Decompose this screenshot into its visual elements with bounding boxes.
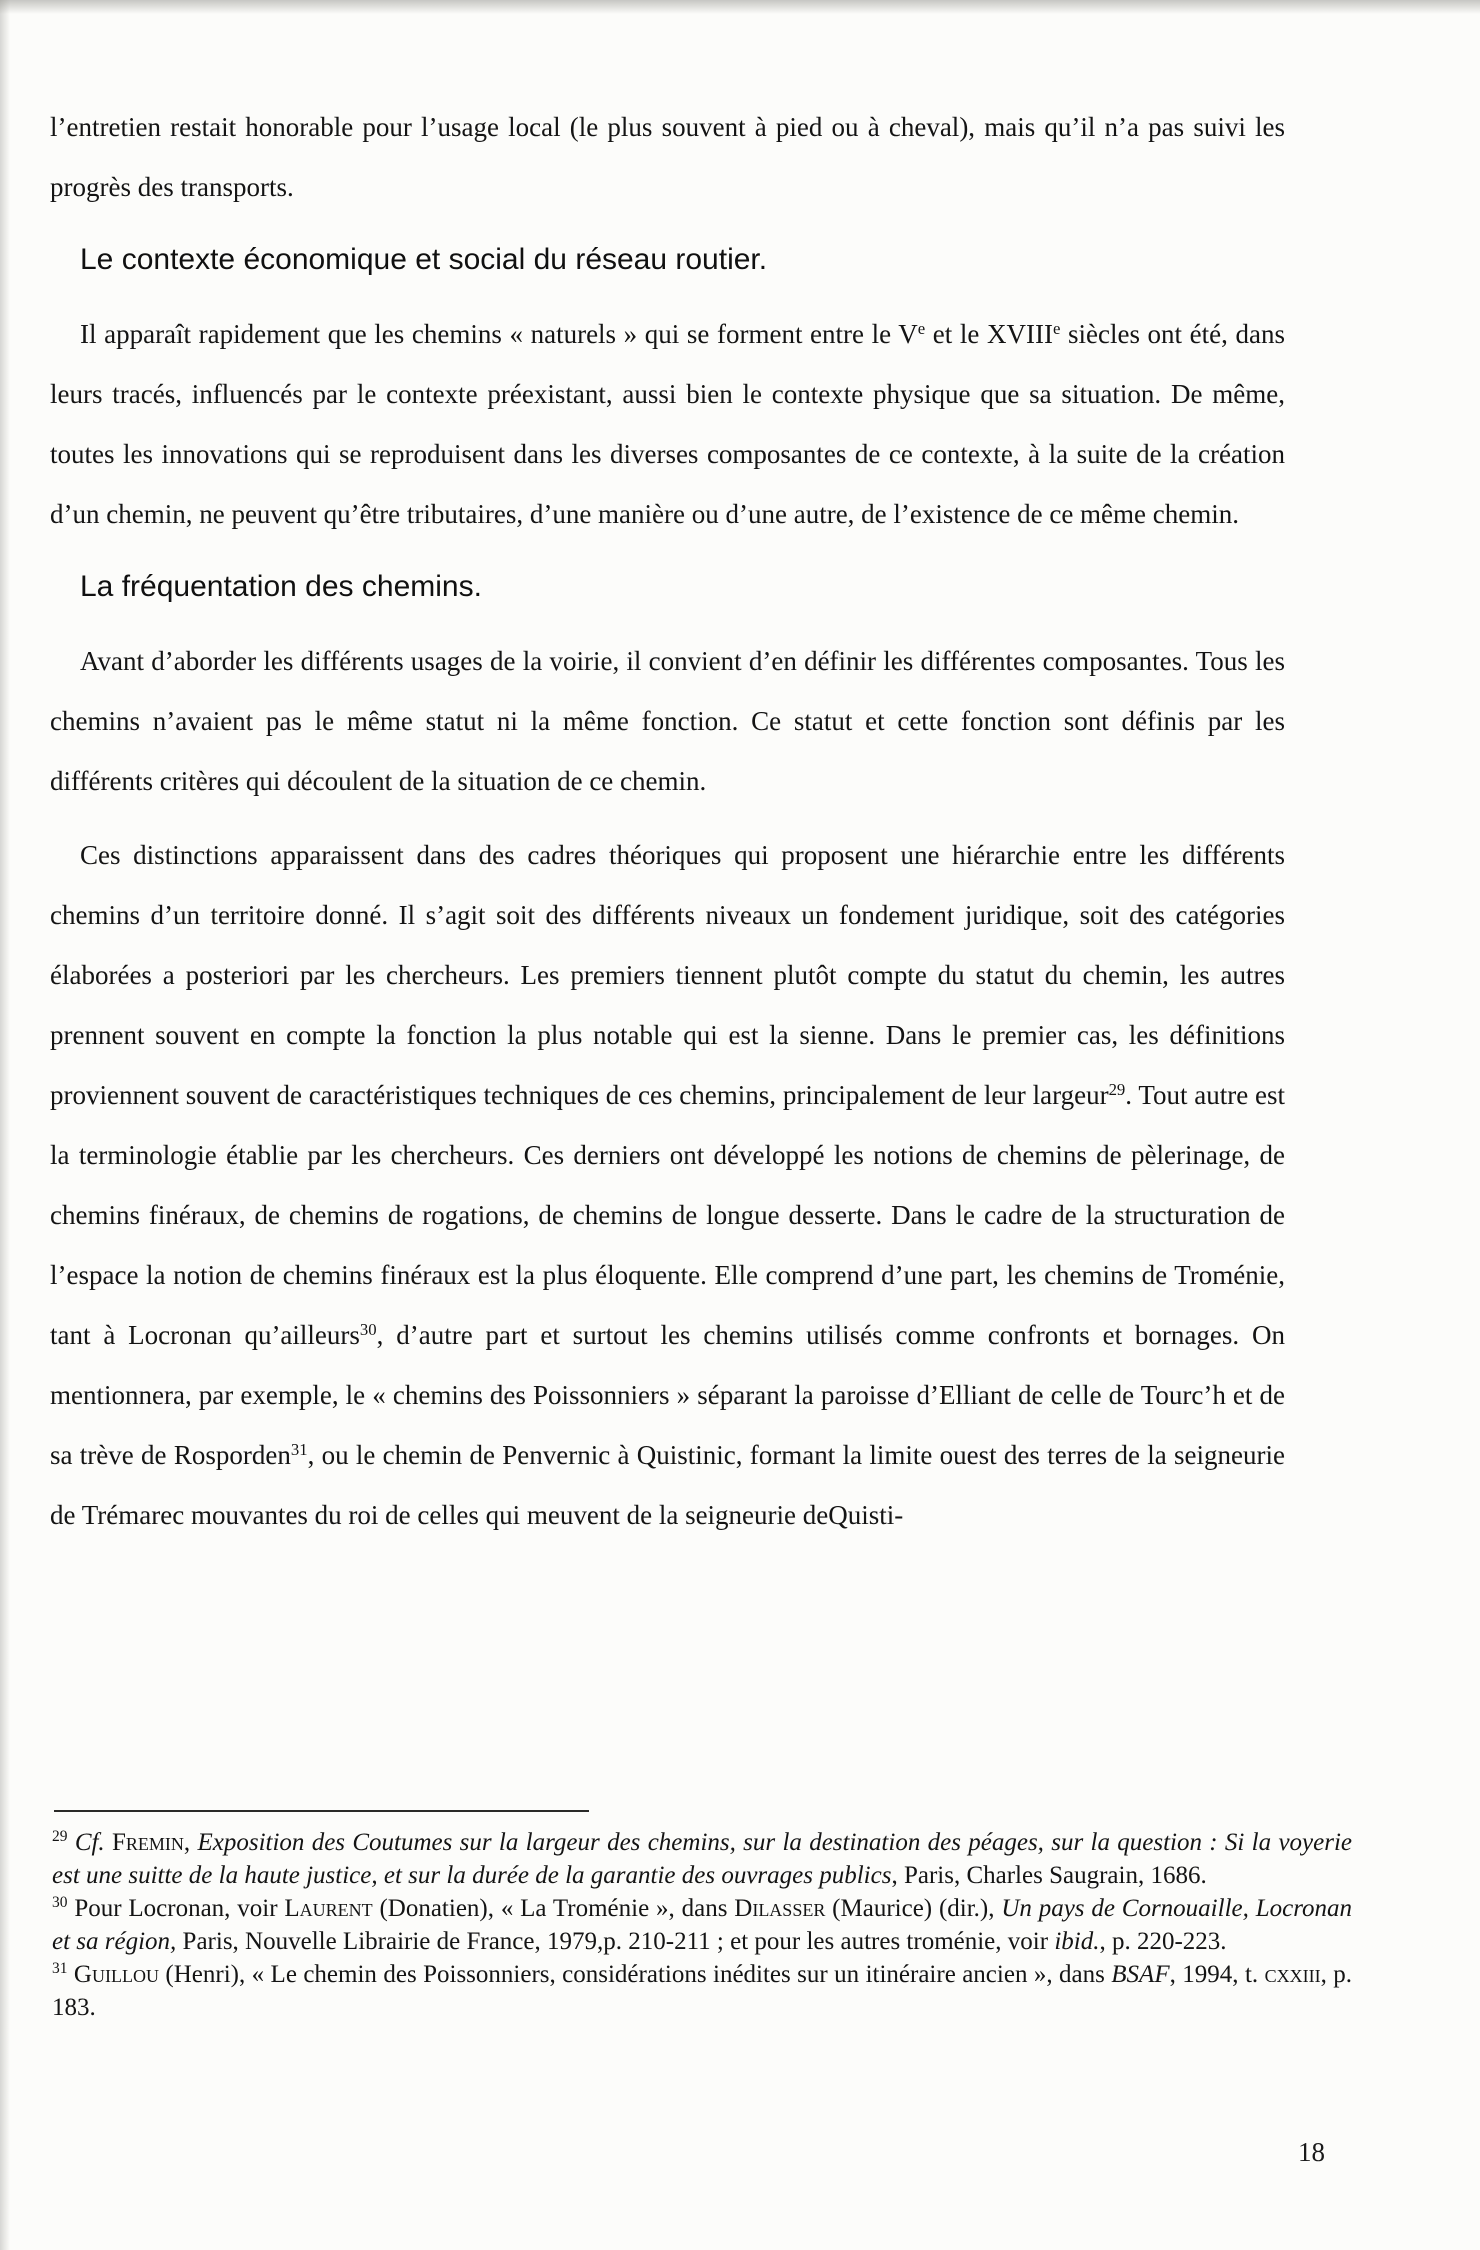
text-segment: (Donatien), « La Troménie », dans [372, 1895, 735, 1922]
text-segment: (Maurice) (dir.), [825, 1895, 1002, 1922]
text-segment: Exposition des Coutumes sur la largeur des chemins, sur la destination des péages, sur la question : Si la voyerie est une suitte de la haute justice, et sur la durée de la garantie des ouvrages publics [52, 1829, 1353, 1889]
text-segment: , d’autre part et surtout les chemins utilisés comme confronts et bornages. On mentionnera, par exemple, le « chemins des Poissonniers » séparant la paroisse d’Elliant de celle de Tourc’h et de sa trève de Rosporden [50, 1320, 1285, 1470]
text-segment: cxxiii [1264, 1961, 1321, 1988]
text-segment: ibid. [1054, 1928, 1100, 1955]
text-segment: , p. 183. [52, 1961, 1352, 2021]
text-segment: Dilasser [734, 1895, 826, 1922]
text-segment: Un pays de Cornouaille, Locronan et sa région, [52, 1895, 1352, 1955]
footnote-29-number: 29 [52, 1828, 68, 1846]
footnote-29-text [52, 1829, 1352, 1889]
footnote-divider [54, 1810, 589, 1812]
text-segment: et le XVIII [925, 319, 1053, 349]
footnote-31 [52, 1958, 1352, 2024]
footnote-31-text [52, 1961, 1352, 2021]
footnotes-section [52, 1810, 1352, 2024]
text-segment: , ou le chemin de Penvernic à Quistinic, formant la limite ouest des terres de la seigneurie de Trémarec mouvantes du roi de celles qui meuvent de la seigneurie deQuisti- [50, 1440, 1285, 1530]
heading-frequentation: La fréquentation des chemins. [80, 570, 482, 603]
text-segment: Laurent [284, 1895, 373, 1922]
text-block [50, 97, 1285, 1545]
text-segment: Fremin [112, 1829, 184, 1856]
text-segment: Ces distinctions apparaissent dans des cadres théoriques qui proposent une hiérarchie entre les différents chemins d’un territoire donné. Il s’agit soit des différents niveaux un fondement juridique, soit des catégories élaborées a posteriori par les chercheurs. Les premiers tiennent plutôt compte du statut du chemin, les autres prennent souvent en compte la fonction la plus notable qui est la sienne. Dans le premier cas, les définitions proviennent souvent de caractéristiques techniques de ces chemins, principalement de leur largeur [50, 840, 1285, 1110]
scan-artifact-top-edge [0, 0, 1480, 14]
text-segment: , p. 220-223. [1099, 1928, 1227, 1955]
text-segment: Paris, Nouvelle Librairie de France, 1979,p. 210-211 ; et pour les autres troménie, voir [176, 1928, 1055, 1955]
superscript-ref: 31 [290, 1439, 308, 1459]
superscript-ref: 29 [1108, 1079, 1126, 1099]
text-segment [68, 1829, 75, 1856]
paragraph-intro: l’entretien restait honorable pour l’usage local (le plus souvent à pied ou à cheval), mais qu’il n’a pas suivi les progrès des transports. [50, 112, 1285, 202]
text-segment: , Paris, Charles Saugrain, 1686. [891, 1862, 1207, 1889]
footnote-30-text [52, 1895, 1352, 1955]
text-segment: Il apparaît rapidement que les chemins « naturels » qui se forment entre le V [80, 319, 918, 349]
page-number: 18 [1298, 2137, 1325, 2167]
paragraph-usages: Avant d’aborder les différents usages de la voirie, il convient d’en définir les différentes composantes. Tous les chemins n’avaient pas le même statut ni la même fonction. Ce statut et cette fonction sont définis par les différents critères qui découlent de la situation de ce chemin. [50, 646, 1285, 796]
superscript-ref: e [1052, 318, 1061, 338]
text-segment: Pour Locronan, voir [67, 1895, 285, 1922]
text-segment: , 1994, t. [1169, 1961, 1265, 1988]
superscript-ref: e [917, 318, 926, 338]
text-segment: siècles ont été, dans leurs tracés, influencés par le contexte préexistant, aussi bien le contexte physique que sa situation. De même, toutes les innovations qui se reproduisent dans les diverses composantes de ce contexte, à la suite de la création d’un chemin, ne peuvent qu’être tributaires, d’une manière ou d’une autre, de l’existence de ce même chemin. [50, 319, 1285, 529]
footnote-31-number: 31 [52, 1960, 68, 1978]
heading-economic-context: Le contexte économique et social du réseau routier. [80, 243, 768, 276]
scan-artifact-left-edge [0, 0, 10, 2250]
footnote-29 [52, 1826, 1352, 1892]
text-segment: , [183, 1829, 198, 1856]
paragraph-natural-roads [50, 304, 1285, 544]
text-segment: . Tout autre est la terminologie établie par les chercheurs. Ces derniers ont développé les notions de chemins de pèlerinage, de chemins finéraux, de chemins de rogations, de chemins de longue desserte. Dans le cadre de la structuration de l’espace la notion de chemins finéraux est la plus éloquente. Elle comprend d’une part, les chemins de Troménie, tant à Locronan qu’ailleurs [50, 1080, 1285, 1350]
footnote-30-number: 30 [52, 1894, 68, 1912]
text-segment: Guillou [73, 1961, 159, 1988]
paragraph-distinctions [50, 825, 1285, 1545]
footnote-30 [52, 1892, 1352, 1958]
superscript-ref: 30 [359, 1319, 377, 1339]
text-segment [105, 1829, 112, 1856]
text-segment: BSAF [1111, 1961, 1170, 1988]
text-segment: Cf. [74, 1829, 105, 1856]
text-segment: (Henri), « Le chemin des Poissonniers, considérations inédites sur un itinéraire ancien », dans [158, 1961, 1112, 1988]
